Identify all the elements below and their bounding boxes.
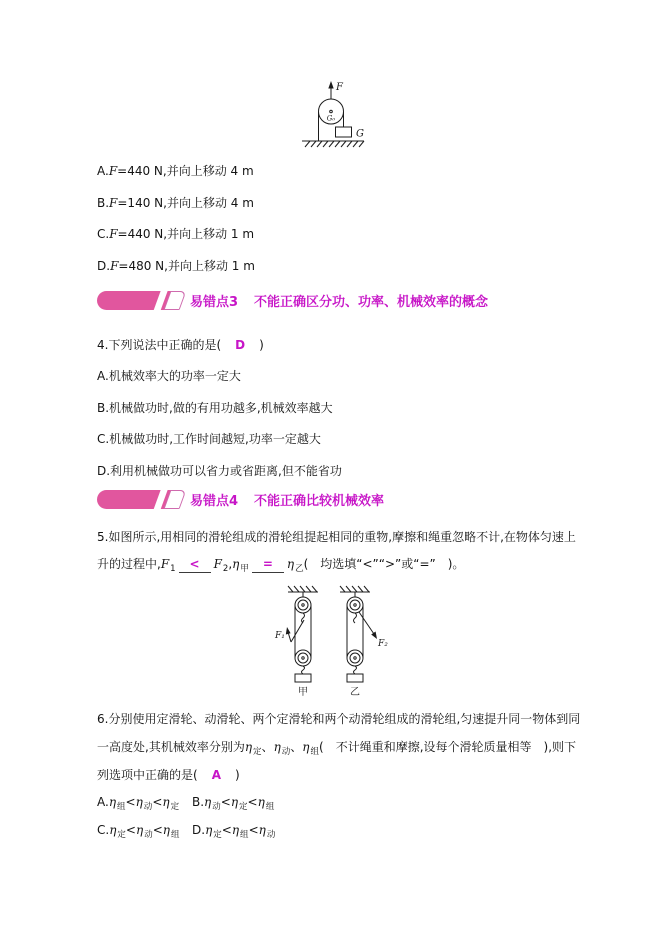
subscript: 动 bbox=[281, 746, 291, 757]
pulley-figure-1 bbox=[298, 79, 374, 153]
eta-symbol: η bbox=[108, 795, 117, 809]
pulley-weight-label: G₀ bbox=[326, 114, 336, 123]
option-text: =140 N,并向上移动 4 m bbox=[117, 196, 254, 210]
less-than: < bbox=[152, 795, 163, 809]
q4-stem bbox=[97, 337, 264, 353]
q6-stem-line2 bbox=[97, 739, 576, 760]
f1-arrowhead bbox=[286, 627, 291, 635]
subscript: 动 bbox=[212, 801, 221, 812]
f2-arrowhead bbox=[371, 632, 377, 640]
eta-symbol: η bbox=[162, 823, 170, 837]
banner-title: 不能正确比较机械效率 bbox=[254, 494, 385, 509]
force-symbol: F bbox=[108, 164, 118, 178]
subscript: 1 bbox=[170, 563, 176, 574]
force-symbol: F bbox=[160, 557, 170, 571]
hook bbox=[354, 666, 357, 674]
subscript: 组 bbox=[240, 829, 249, 840]
subscript: 组 bbox=[170, 829, 180, 840]
banner-title: 不能正确区分功、功率、机械效率的概念 bbox=[254, 295, 489, 310]
subscript: 组 bbox=[265, 801, 275, 812]
subscript: 组 bbox=[310, 746, 320, 757]
stem-text: 4.下列说法中正确的是( bbox=[97, 338, 222, 352]
pulley-wheel bbox=[319, 99, 344, 124]
eta-symbol: η bbox=[232, 557, 240, 571]
force-symbol: F bbox=[213, 557, 222, 571]
q4-option-d: D.利用机械做功可以省力或省距离,但不能省功 bbox=[97, 464, 342, 478]
banner-error-point-4 bbox=[97, 490, 384, 510]
subscript: 甲 bbox=[240, 563, 249, 574]
eta-symbol: η bbox=[273, 740, 281, 754]
subscript: 定 bbox=[239, 801, 248, 812]
eta-symbol: η bbox=[162, 795, 170, 809]
q6-option-d bbox=[192, 822, 275, 843]
less-than: < bbox=[247, 795, 258, 809]
force-arrow-f bbox=[328, 81, 344, 99]
pulley-systems-figure bbox=[272, 584, 412, 698]
q3-option-a bbox=[97, 163, 254, 179]
option-text: =440 N,并向上移动 1 m bbox=[117, 227, 255, 241]
eta-symbol: η bbox=[135, 795, 143, 809]
answer-letter: A bbox=[211, 768, 221, 782]
force-label-f: F bbox=[336, 82, 343, 93]
option-letter: C. bbox=[97, 227, 110, 241]
eta-symbol: η bbox=[231, 823, 240, 837]
separator: 、 bbox=[261, 740, 274, 754]
stem-text: ( 不计绳重和摩擦,设每个滑轮质量相等 ),则下 bbox=[319, 740, 577, 754]
separator: 、 bbox=[290, 740, 303, 754]
subscript: 定 bbox=[170, 801, 180, 812]
stem-text: 一高度处,其机械效率分别为 bbox=[97, 740, 245, 754]
stem-text: 升的过程中, bbox=[97, 557, 161, 571]
q5-stem-line1: 5.如图所示,用相同的滑轮组成的滑轮组提起相同的重物,摩擦和绳重忽略不计,在物体匀速上 bbox=[97, 530, 576, 544]
subscript: 定 bbox=[253, 746, 262, 757]
option-letter: B. bbox=[192, 795, 205, 809]
pulley-system-yi bbox=[340, 586, 388, 698]
q4-option-b: B.机械做功时,做的有用功越多,机械效率越大 bbox=[97, 401, 333, 415]
banner-tag-shape bbox=[97, 291, 185, 311]
stem-close: ) bbox=[234, 768, 240, 782]
pulley-system-jia bbox=[274, 586, 318, 698]
weight-box bbox=[295, 674, 311, 682]
q5-stem-line2 bbox=[97, 556, 464, 577]
weight-label-g: G bbox=[356, 128, 364, 140]
eta-symbol: η bbox=[205, 823, 213, 837]
q4-option-a: A.机械效率大的功率一定大 bbox=[97, 369, 241, 383]
q4-option-c: C.机械做功时,工作时间越短,功率一定越大 bbox=[97, 432, 321, 446]
option-letter: D. bbox=[192, 823, 206, 837]
q3-option-c bbox=[97, 226, 254, 242]
stem-text: , bbox=[228, 557, 233, 571]
weight-box bbox=[347, 674, 363, 682]
q6-option-b bbox=[192, 794, 274, 815]
q6-option-c bbox=[97, 822, 179, 843]
q3-option-d bbox=[97, 258, 255, 274]
less-than: < bbox=[152, 823, 163, 837]
hook bbox=[354, 613, 357, 623]
banner-tag-label: 易错点3 bbox=[190, 295, 239, 310]
subscript: 定 bbox=[213, 829, 222, 840]
blank-answer-2: = bbox=[252, 557, 284, 573]
answer-letter: D bbox=[235, 338, 246, 352]
less-than: < bbox=[125, 795, 136, 809]
option-text: =480 N,并向上移动 1 m bbox=[118, 259, 255, 273]
eta-symbol: η bbox=[109, 823, 117, 837]
subscript: 动 bbox=[144, 829, 153, 840]
force-label-f2: F₂ bbox=[378, 639, 388, 649]
option-letter: B. bbox=[97, 196, 110, 210]
eta-symbol: η bbox=[244, 740, 253, 754]
force-symbol: F bbox=[109, 227, 118, 241]
q6-stem-line1: 6.分别使用定滑轮、动滑轮、两个定滑轮和两个动滑轮组成的滑轮组,匀速提升同一物体到同 bbox=[97, 712, 581, 726]
q6-stem-line3 bbox=[97, 767, 240, 783]
less-than: < bbox=[221, 823, 232, 837]
eta-symbol: η bbox=[302, 740, 310, 754]
eta-symbol: η bbox=[135, 823, 144, 837]
option-letter: C. bbox=[97, 823, 110, 837]
q6-option-a bbox=[97, 794, 179, 815]
subscript: 动 bbox=[266, 829, 276, 840]
force-label-f1: F₁ bbox=[275, 631, 285, 641]
option-text: =440 N,并向上移动 4 m bbox=[117, 164, 254, 178]
option-letter: D. bbox=[97, 259, 111, 273]
less-than: < bbox=[125, 823, 136, 837]
banner-error-point-3 bbox=[97, 291, 488, 311]
eta-symbol: η bbox=[258, 823, 266, 837]
hook bbox=[302, 666, 305, 674]
eta-symbol: η bbox=[257, 795, 265, 809]
stem-close: ) bbox=[259, 338, 264, 352]
eta-symbol: η bbox=[286, 557, 295, 571]
weight-box bbox=[336, 127, 352, 137]
eta-symbol: η bbox=[204, 795, 212, 809]
subscript: 2 bbox=[222, 563, 229, 574]
q3-option-b bbox=[97, 195, 254, 211]
eta-symbol: η bbox=[230, 795, 239, 809]
subscript: 组 bbox=[117, 801, 126, 812]
ground-hatching bbox=[302, 141, 364, 147]
less-than: < bbox=[220, 795, 231, 809]
banner-tag-shape bbox=[97, 490, 185, 510]
stem-text: 列选项中正确的是( bbox=[97, 768, 198, 782]
option-letter: A. bbox=[97, 795, 109, 809]
label-jia: 甲 bbox=[298, 687, 308, 698]
option-letter: A. bbox=[97, 164, 109, 178]
subscript: 动 bbox=[143, 801, 153, 812]
subscript: 乙 bbox=[295, 563, 304, 574]
blank-answer-1: < bbox=[179, 557, 211, 573]
label-yi: 乙 bbox=[350, 687, 360, 698]
force-symbol: F bbox=[109, 196, 118, 210]
force-symbol: F bbox=[110, 259, 119, 273]
less-than: < bbox=[248, 823, 259, 837]
banner-tag-label: 易错点4 bbox=[190, 494, 239, 509]
stem-text: ( 均选填“<”“>”或“=” )。 bbox=[303, 557, 465, 571]
subscript: 定 bbox=[117, 829, 126, 840]
